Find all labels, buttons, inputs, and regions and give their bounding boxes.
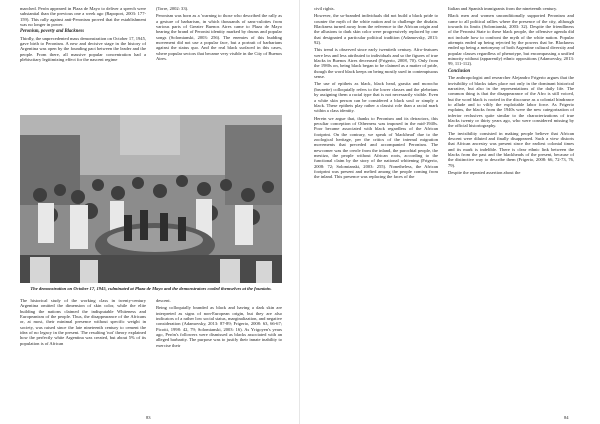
paragraph: The historical study of the working class in twenty-century Argentina omitted the dimension of skin color, while the elite building the nations claimed the indisputable Whiteness and Europeanism of the people. Thus, the disappearance of the Africans or, at most, their minimal presence without specific weight in society, was raised since the late nineteenth century to cement the idea of no legacy in the present. The resulting 'not' theory explained how the perfectly white Argentina was created, but about 5% of its population is of African [20, 298, 146, 346]
crowd-photo-illustration [20, 115, 282, 283]
left-col2-bottom [156, 298, 282, 410]
paragraph: civil rights. [314, 6, 335, 11]
right-page [300, 0, 600, 424]
right-col2 [448, 6, 574, 412]
paragraph: The use of epithets as black, black head, grasita and morocho (brunette) colloquially refers to the lower classes and the plebeians by assigning them a racial type that is not necessarily visible. Even a white skin person can be considered a black soul or simply a black. These epithets play rather a classist role than a racial mark within a class identity. [314, 81, 438, 114]
paragraph: marched. Perón appeared in Plaza de Mayo to deliver a speech were substantial than the previous one a week ago (Rapoport, 2003: 177-159). This rally against anti-Peronism proved that the establishment was no longer in power. [20, 6, 146, 28]
page-number: 83 [146, 415, 151, 420]
historical-photo [20, 115, 282, 283]
photo-caption: The demonstration on October 17, 1945, culminated at Plaza de Mayo and the demonstrators cooled themselves at the fountain. [30, 286, 272, 291]
paragraph: The anthropologist and researcher Alejandro Frigerio argues that the invisibility of blacks takes place not only in the dominant historical narrative, but also in the representations of the daily life. The common thing is that the disappearance of the Afro is still voiced, but the word black is rooted in the discourse as a colonial hindrance to allude and to vilify the exploitable labor force. As Frigerio explains, the blacks from the 1940s were the new categorization of inferior reclusives quite similar to the characterizations of true blacks twenty or thirty years ago, who were considered missing by the official historiography. [448, 75, 574, 129]
paragraph: Despite the repeated assertion about the [448, 170, 521, 176]
paragraph: The invisibility consisted in making people believe that African descent were diluted and finally disappeared. Such a view distorts that African ancestry was present since the earliest colonial times and its mark is indelible. There is clear ethnic link between the blacks from the past and the blackheads of the present, because of the distinctive way to describe them (Frigerio, 2008: 66, 72-73, 76, 79). [448, 130, 574, 168]
section-heading: Conclusion [448, 68, 471, 74]
paragraph: descent. [156, 298, 171, 303]
paragraph: (Torre, 2002: 33). [156, 6, 189, 11]
left-col2-top [156, 6, 282, 110]
left-col1-bottom [20, 298, 146, 410]
page-number: 84 [564, 415, 569, 420]
paragraph: Italian and Spanish immigrants from the nineteenth century. [448, 6, 558, 11]
paragraph: However, the so-branded individuals did not build a black pride to counter the myth of the white nation and to challenge the disdain. Blackness turned away from the reference to the African origin and the allusions to dark skin color were progressively replaced by one that designated a particular political tradition (Adamovsky, 2013: 92). [314, 13, 438, 46]
left-col1-top [20, 6, 146, 110]
paragraph: Black men and women unconditionally supported Peronism and came to all political rallies where the presence of the city, although towards its limits (Solomianski, 2003: 32). Despite the friendliness of the Peronist State to these black people, the offensive agenda did not include how to confront the myth of the white nation. Popular attempts ended up being rejected by the powers that be. Blackness ended up being a metonymy of both Argentine cultural diversity and popular classes regardless of phenotype, but encompassing a unified minority without (apparently) ethnic oppositions (Adamovsky, 2013: 99, 111-112). [448, 13, 574, 67]
paragraph: Herein we argue that, thanks to Peronism and its detractors, this peculiar conception of Otherness was imposed in the mid-1940s. Poor became associated with black regardless of the African footprint. On the contrary, we speak of 'blackhead' due to the zoological heritage, per the critics of the internal migration movements that preceded and accompanied Peronism. The newcomer was the creole from the inland, the parochial people, the mestizo, the people without African roots, according to the functional claim by the story of the national whitening (Frigerio, 2008: 72; Solomianski, 2003: 255). Nonetheless, the African footprint was present and melted among the people coming from the inland. This presence was replacing the faces of the [314, 115, 438, 180]
paragraph: Being colloquially branded as black and having a dark skin are interpreted as signs of non-European origin, but they are also indicators of a rather low social status, marginalization, and negative consideration (Adamovsky, 2013: 87-89; Frigerio, 2008: 63, 66-67; Picotti, 1998: 42, 79; Solomianski, 2003: 16). As Yrigoyen's years ago, Perón's followers were dismissed as blacks associated with an alleged barbarity. The purpose was to justify their innate inability to exercise their [156, 305, 282, 348]
paragraph: Peronism was born as a 'warning to those who described the rally as a gesture of barbarism, in which thousands of sans-culottes from various parts of Greater Buenos Aires came to Plaza de Mayo bearing the brand of Peronist identity marked by drums and popular songs (Solomianski, 2003: 256). The enemies of this budding movement did not use a popular face, but a portrait of barbarians against the status quo. And the real black surfaced in this cases, where popular sectors that became very visible in the City of Buenos Aires. [156, 13, 282, 62]
right-col1 [314, 6, 438, 412]
paragraph: This trend is observed since early twentieth century. Afro-features were less and less attributed to individuals and so the figures of true blacks in Buenos Aires decreased (Frigerio, 2008, 70). Only from the 1980s on, being black began to be claimed as a matter of pride, though the word black keeps on being mostly used in contemptuous sense. [314, 47, 438, 80]
section-heading: Peronism, poverty and Blackness [20, 29, 85, 35]
paragraph: Thirdly, the unprecedented mass demonstration on October 17, 1945, gave birth to Peronism. A new and decisive stage in the history of Argentina was open by the founding pact between the leader and the people. From there, all massive popular concentration had a plebiscitary legitimizing effect for the nascent regime [20, 35, 146, 63]
